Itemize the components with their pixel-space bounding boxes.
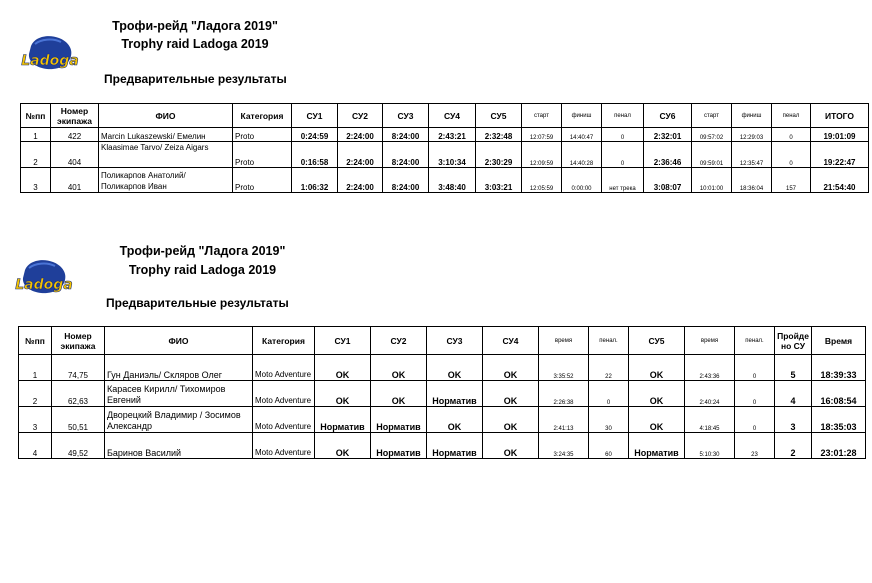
cell-total: 21:54:40 [811,168,869,193]
col-header: СУ3 [427,327,483,355]
cell-stage: 8:24:00 [383,142,429,168]
cell-start: 09:59:01 [692,142,732,168]
table-row [19,355,866,381]
col-header: пенал [602,104,644,128]
cell-time: 2:43:36 [685,355,735,381]
cell-finish: 12:35:47 [732,142,772,168]
cell-time: 4:18:45 [685,407,735,433]
table-row [19,433,866,459]
cell-crew-number: 422 [51,128,99,142]
cell-stage: 2:24:00 [338,168,383,193]
cell-start: 09:57:02 [692,128,732,142]
cell-total: 19:22:47 [811,142,869,168]
cell-stage: 3:08:07 [644,168,692,193]
cell-total-time: 16:08:54 [812,381,866,407]
cell-category: Moto Adventure [253,381,315,407]
cell-stages-passed: 5 [775,355,812,381]
cell-stage: OK [315,355,371,381]
cell-penalty: 0 [602,128,644,142]
cell-penalty: 0 [735,407,775,433]
col-header: СУ2 [338,104,383,128]
cell-time: 3:24:35 [539,433,589,459]
table-row [19,381,866,407]
cell-place: 1 [21,128,51,142]
cell-stages-passed: 2 [775,433,812,459]
col-header: СУ5 [476,104,522,128]
cell-stage: OK [629,355,685,381]
cell-category: Proto [233,128,292,142]
cell-penalty: 0 [602,142,644,168]
cell-category: Proto [233,142,292,168]
cell-stage: OK [315,433,371,459]
col-header: ФИО [105,327,253,355]
cell-stage: 2:24:00 [338,142,383,168]
col-header: финиш [562,104,602,128]
cell-name: Баринов Василий [105,433,253,459]
col-header: Время [812,327,866,355]
cell-stage: 2:24:00 [338,128,383,142]
cell-stage: OK [629,381,685,407]
cell-stage: 3:48:40 [429,168,476,193]
col-header: старт [522,104,562,128]
cell-stage: 0:16:58 [292,142,338,168]
cell-stage: 0:24:59 [292,128,338,142]
cell-stage: OK [483,407,539,433]
cell-stage: 2:36:46 [644,142,692,168]
table-row [21,142,869,168]
cell-stage: 3:03:21 [476,168,522,193]
col-header: СУ1 [315,327,371,355]
cell-finish: 14:40:47 [562,128,602,142]
cell-total-time: 18:35:03 [812,407,866,433]
cell-stage: 2:30:29 [476,142,522,168]
cell-name: Klaasimae Tarvo/ Zeiza Aigars [99,142,233,168]
col-header: №пп [21,104,51,128]
cell-penalty: 22 [589,355,629,381]
cell-time: 2:40:24 [685,381,735,407]
col-header: СУ3 [383,104,429,128]
cell-time: 2:41:13 [539,407,589,433]
ladoga-logo [15,256,73,298]
cell-stages-passed: 4 [775,381,812,407]
cell-stage: 1:06:32 [292,168,338,193]
cell-stage: 2:43:21 [429,128,476,142]
col-header: финиш [732,104,772,128]
col-header: СУ4 [483,327,539,355]
col-header: Категория [253,327,315,355]
cell-penalty: 0 [772,142,811,168]
cell-stage: Норматив [315,407,371,433]
cell-name: Карасев Кирилл/ Тихомиров Евгений [105,381,253,407]
cell-place: 2 [21,142,51,168]
cell-crew-number: 50,51 [52,407,105,433]
cell-category: Moto Adventure [253,433,315,459]
cell-stage: 3:10:34 [429,142,476,168]
cell-name: Гун Даниэль/ Скляров Олег [105,355,253,381]
col-header: СУ6 [644,104,692,128]
col-header: ФИО [99,104,233,128]
cell-penalty: 30 [589,407,629,433]
cell-penalty: 0 [772,128,811,142]
table-header-row [21,104,869,128]
cell-stage: Норматив [371,407,427,433]
cell-stage: OK [629,407,685,433]
cell-name: Marcin Lukaszewski/ Емелин [99,128,233,142]
cell-start: 12:09:59 [522,142,562,168]
cell-crew-number: 404 [51,142,99,168]
cell-penalty: 157 [772,168,811,193]
col-header: СУ1 [292,104,338,128]
cell-stage: OK [315,381,371,407]
cell-stage: OK [371,355,427,381]
cell-crew-number: 74,75 [52,355,105,381]
svg-text:Ladoga: Ladoga [21,53,79,69]
page-title-en: Trophy raid Ladoga 2019 [128,263,277,277]
col-header: СУ4 [429,104,476,128]
cell-stage: OK [427,355,483,381]
cell-name: Поликарпов Анатолий/ Поликарпов Иван [99,168,233,193]
col-header: старт [692,104,732,128]
cell-place: 4 [19,433,52,459]
cell-start: 10:01:00 [692,168,732,193]
cell-stage: Норматив [629,433,685,459]
col-header: Категория [233,104,292,128]
cell-finish: 14:40:28 [562,142,602,168]
cell-stage: 2:32:01 [644,128,692,142]
col-header: пенал. [735,327,775,355]
table-row [21,128,869,142]
cell-time: 5:10:30 [685,433,735,459]
cell-crew-number: 62,63 [52,381,105,407]
cell-total-time: 18:39:33 [812,355,866,381]
cell-time: 3:35:52 [539,355,589,381]
cell-category: Moto Adventure [253,407,315,433]
cell-penalty: 0 [735,381,775,407]
cell-place: 3 [19,407,52,433]
cell-stage: 2:32:48 [476,128,522,142]
page-title-en: Trophy raid Ladoga 2019 [121,37,269,51]
svg-text:Ladoga: Ladoga [15,277,73,293]
cell-place: 2 [19,381,52,407]
cell-finish: 18:36:04 [732,168,772,193]
col-header: время [685,327,735,355]
table-header-row [19,327,866,355]
cell-stage: 8:24:00 [383,128,429,142]
col-header: пенал [772,104,811,128]
cell-finish: 0:00:00 [562,168,602,193]
col-header: СУ5 [629,327,685,355]
cell-stage: Норматив [427,433,483,459]
col-header: №пп [19,327,52,355]
cell-penalty: 0 [735,355,775,381]
cell-category: Moto Adventure [253,355,315,381]
cell-penalty: нет трека [602,168,644,193]
cell-penalty: 23 [735,433,775,459]
results-table-moto [18,326,866,459]
page-title-ru: Трофи-рейд "Ладога 2019" [112,19,278,33]
table-row [19,407,866,433]
cell-crew-number: 401 [51,168,99,193]
cell-stage: 8:24:00 [383,168,429,193]
page-title-ru: Трофи-рейд "Ладога 2019" [119,244,286,258]
table-row [21,168,869,193]
col-header: СУ2 [371,327,427,355]
cell-stages-passed: 3 [775,407,812,433]
col-header: время [539,327,589,355]
cell-start: 12:07:59 [522,128,562,142]
cell-stage: OK [371,381,427,407]
ladoga-logo [21,32,79,74]
cell-stage: OK [427,407,483,433]
col-header: Номер экипажа [52,327,105,355]
col-header: ИТОГО [811,104,869,128]
section-subtitle: Предварительные результаты [104,72,287,86]
results-table-proto [20,103,869,193]
cell-crew-number: 49,52 [52,433,105,459]
cell-total-time: 23:01:28 [812,433,866,459]
cell-stage: OK [483,433,539,459]
cell-stage: OK [483,381,539,407]
cell-penalty: 0 [589,381,629,407]
col-header: Номер экипажа [51,104,99,128]
cell-stage: Норматив [427,381,483,407]
cell-place: 3 [21,168,51,193]
cell-time: 2:26:38 [539,381,589,407]
col-header: пенал. [589,327,629,355]
cell-place: 1 [19,355,52,381]
col-header: Пройде но СУ [775,327,812,355]
cell-penalty: 60 [589,433,629,459]
cell-stage: OK [483,355,539,381]
cell-total: 19:01:09 [811,128,869,142]
cell-stage: Норматив [371,433,427,459]
cell-category: Proto [233,168,292,193]
cell-finish: 12:29:03 [732,128,772,142]
cell-start: 12:05:59 [522,168,562,193]
section-subtitle: Предварительные результаты [106,296,289,310]
cell-name: Дворецкий Владимир / Зосимов Александр [105,407,253,433]
